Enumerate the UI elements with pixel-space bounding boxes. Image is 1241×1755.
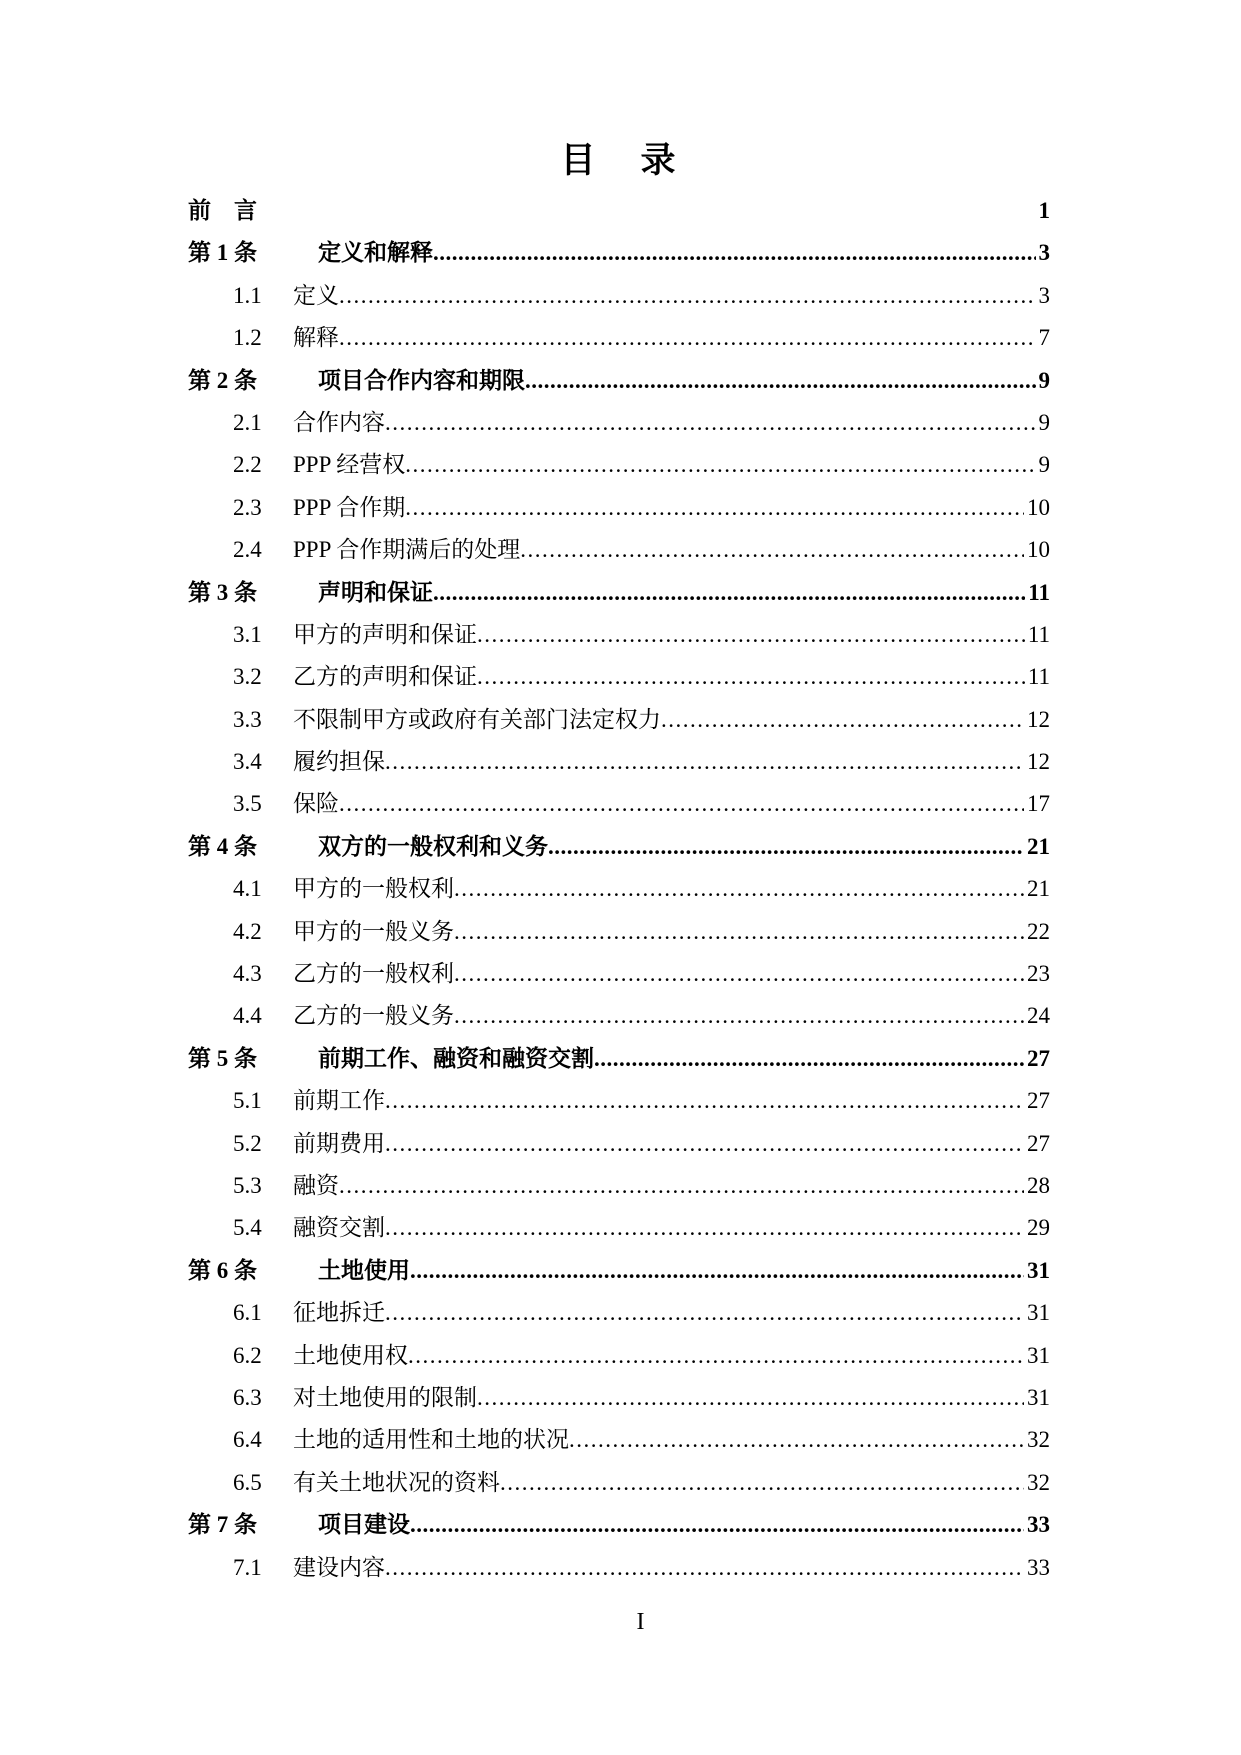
toc-entry-page: 31 xyxy=(1027,1300,1050,1326)
toc-entry-title: 前期工作、融资和融资交割 xyxy=(318,1045,594,1071)
toc-entry-title: 建设内容 xyxy=(293,1554,385,1580)
toc-entry-page: 31 xyxy=(1027,1342,1050,1368)
dot-leader xyxy=(385,1123,1024,1165)
toc-entry[interactable] xyxy=(0,1419,1241,1461)
toc-entry-page: 9 xyxy=(1038,367,1050,393)
toc-entry-page: 33 xyxy=(1027,1554,1050,1580)
toc-entry-title: 甲方的声明和保证 xyxy=(293,621,477,647)
toc-entry-number: 5.2 xyxy=(233,1130,262,1156)
dot-leader xyxy=(408,1335,1024,1377)
toc-entry[interactable] xyxy=(0,1165,1241,1207)
toc-entry-number: 5.4 xyxy=(233,1215,262,1241)
toc-entry-title: 声明和保证 xyxy=(318,579,433,605)
dot-leader xyxy=(477,1377,1024,1419)
toc-entry[interactable] xyxy=(0,1123,1241,1165)
toc-entry-page: 33 xyxy=(1027,1512,1050,1538)
toc-entry-number: 第 7 条 xyxy=(188,1512,257,1538)
dot-leader xyxy=(410,1504,1024,1546)
dot-leader xyxy=(433,232,1036,274)
dot-leader xyxy=(594,1038,1024,1080)
dot-leader xyxy=(385,1080,1024,1122)
toc-entry[interactable] xyxy=(0,1292,1241,1334)
toc-entry-page: 28 xyxy=(1027,1172,1050,1198)
toc-entry[interactable] xyxy=(0,1462,1241,1504)
toc-entry[interactable] xyxy=(0,656,1241,698)
dot-leader xyxy=(385,1207,1024,1249)
page-footer: I xyxy=(636,1609,645,1635)
toc-entry-number: 3.5 xyxy=(233,791,262,817)
toc-entry-number: 第 1 条 xyxy=(188,240,257,266)
toc-entry-title: 融资 xyxy=(293,1172,339,1198)
toc-entry[interactable] xyxy=(0,699,1241,741)
toc-entry-number: 3.3 xyxy=(233,706,262,732)
toc-entry[interactable] xyxy=(0,1504,1241,1546)
toc-entry-title: 对土地使用的限制 xyxy=(293,1384,477,1410)
toc-entry-page: 3 xyxy=(1038,282,1050,308)
dot-leader xyxy=(454,868,1024,910)
toc-entry-page: 24 xyxy=(1027,1003,1050,1029)
toc-entry-title: 不限制甲方或政府有关部门法定权力 xyxy=(293,706,661,732)
toc-entry-number: 3.1 xyxy=(233,621,262,647)
toc-entry-page: 9 xyxy=(1038,452,1050,478)
toc-entry-number: 第 4 条 xyxy=(188,833,257,859)
toc-entry-page: 11 xyxy=(1028,579,1050,605)
toc-entry-number: 4.1 xyxy=(233,876,262,902)
toc-entry[interactable] xyxy=(0,275,1241,317)
dot-leader xyxy=(454,911,1024,953)
dot-leader xyxy=(339,783,1024,825)
toc-entry-title: 征地拆迁 xyxy=(293,1300,385,1326)
toc-entry[interactable] xyxy=(0,1038,1241,1080)
dot-leader xyxy=(477,614,1025,656)
toc-entry-title: 定义 xyxy=(293,282,339,308)
toc-entry-title: 甲方的一般权利 xyxy=(293,876,454,902)
toc-entry[interactable] xyxy=(0,1207,1241,1249)
toc-entry[interactable] xyxy=(0,1335,1241,1377)
toc-entry[interactable] xyxy=(0,826,1241,868)
dot-leader xyxy=(520,529,1024,571)
toc-entry-title: 解释 xyxy=(293,325,339,351)
toc-entry-title: 乙方的一般权利 xyxy=(293,961,454,987)
toc-entry-number: 6.5 xyxy=(233,1469,262,1495)
dot-leader xyxy=(385,402,1036,444)
toc-entry[interactable] xyxy=(0,232,1241,274)
toc-entry-title: 保险 xyxy=(293,791,339,817)
toc-entry-page: 10 xyxy=(1027,537,1050,563)
toc-entry-page: 12 xyxy=(1027,706,1050,732)
toc-entry[interactable] xyxy=(0,190,1241,232)
toc-entry-title: 项目合作内容和期限 xyxy=(318,367,525,393)
toc-entry-page: 9 xyxy=(1038,409,1050,435)
toc-entry-number: 6.3 xyxy=(233,1384,262,1410)
toc-entry[interactable] xyxy=(0,360,1241,402)
toc-entry-page: 12 xyxy=(1027,749,1050,775)
toc-entry-number: 2.2 xyxy=(233,452,262,478)
toc-entry-title: 乙方的声明和保证 xyxy=(293,664,477,690)
toc-entry-page: 32 xyxy=(1027,1427,1050,1453)
toc-entry-title: PPP 合作期满后的处理 xyxy=(293,537,521,563)
toc-entry-number: 第 3 条 xyxy=(188,579,257,605)
toc-entry-title: 定义和解释 xyxy=(318,240,433,266)
toc-entry[interactable] xyxy=(0,317,1241,359)
dot-leader xyxy=(410,1250,1024,1292)
toc-entry-number: 1.2 xyxy=(233,325,262,351)
toc-entry-page: 7 xyxy=(1038,325,1050,351)
toc-entry-page: 10 xyxy=(1027,494,1050,520)
toc-entry-title: 履约担保 xyxy=(293,749,385,775)
toc-entry-page: 29 xyxy=(1027,1215,1050,1241)
toc-entry-number: 6.2 xyxy=(233,1342,262,1368)
dot-leader xyxy=(433,572,1025,614)
toc-entry-title: 有关土地状况的资料 xyxy=(293,1469,500,1495)
toc-entry[interactable] xyxy=(0,868,1241,910)
toc-entry-title: PPP 合作期 xyxy=(293,494,406,520)
dot-leader xyxy=(339,275,1036,317)
toc-entry-number: 5.3 xyxy=(233,1172,262,1198)
dot-leader xyxy=(385,741,1024,783)
toc-entry-page: 27 xyxy=(1027,1130,1050,1156)
toc-entry-number: 5.1 xyxy=(233,1088,262,1114)
toc-entry[interactable] xyxy=(0,1080,1241,1122)
dot-leader xyxy=(454,995,1024,1037)
toc-entry-page: 17 xyxy=(1027,791,1050,817)
toc-entry[interactable] xyxy=(0,487,1241,529)
toc-entry-page: 22 xyxy=(1027,918,1050,944)
toc-entry-number: 第 5 条 xyxy=(188,1045,257,1071)
toc-entry[interactable] xyxy=(0,444,1241,486)
toc-entry-number: 2.4 xyxy=(233,537,262,563)
toc-entry-title: 土地使用 xyxy=(318,1257,410,1283)
toc-entry-page: 11 xyxy=(1027,664,1050,690)
toc-entry-page: 27 xyxy=(1027,1045,1050,1071)
dot-leader xyxy=(500,1462,1024,1504)
toc-entry[interactable] xyxy=(0,911,1241,953)
dot-leader xyxy=(339,317,1036,359)
toc-entry-number: 7.1 xyxy=(233,1554,262,1580)
toc-entry-number: 2.3 xyxy=(233,494,262,520)
page-title: 目 录 xyxy=(560,141,681,180)
toc-entry[interactable] xyxy=(0,1377,1241,1419)
toc-entry-number: 2.1 xyxy=(233,409,262,435)
toc-entry-number: 3.4 xyxy=(233,749,262,775)
toc-entry-number: 3.2 xyxy=(233,664,262,690)
toc-entry-number: 4.2 xyxy=(233,918,262,944)
toc-entry-number: 4.3 xyxy=(233,961,262,987)
toc-entry-number: 前 言 xyxy=(188,198,257,223)
toc-entry-page: 27 xyxy=(1027,1088,1050,1114)
toc-entry-number: 6.1 xyxy=(233,1300,262,1326)
toc-entry-title: 乙方的一般义务 xyxy=(293,1003,454,1029)
toc-entry[interactable] xyxy=(0,402,1241,444)
toc-entry-title: 前期工作 xyxy=(293,1088,385,1114)
toc-entry[interactable] xyxy=(0,1250,1241,1292)
toc-entry-page: 21 xyxy=(1027,876,1050,902)
toc-entry-title: 项目建设 xyxy=(318,1512,410,1538)
toc-entry[interactable] xyxy=(0,783,1241,825)
toc-entry-page: 31 xyxy=(1027,1384,1050,1410)
toc-entry-title: 土地使用权 xyxy=(293,1342,408,1368)
toc-entry-page: 31 xyxy=(1027,1257,1050,1283)
dot-leader xyxy=(385,1547,1024,1589)
toc-entry-page: 3 xyxy=(1038,240,1050,266)
toc-entry-page: 23 xyxy=(1027,961,1050,987)
dot-leader xyxy=(385,1292,1024,1334)
dot-leader xyxy=(405,487,1024,529)
toc-entry-title: 合作内容 xyxy=(293,409,385,435)
toc-list xyxy=(0,190,1241,1589)
dot-leader xyxy=(405,444,1035,486)
toc-entry-title: 前期费用 xyxy=(293,1130,385,1156)
toc-entry-page: 1 xyxy=(1038,198,1050,223)
toc-entry-page: 21 xyxy=(1027,833,1050,859)
toc-entry[interactable] xyxy=(0,529,1241,571)
toc-entry-title: 融资交割 xyxy=(293,1215,385,1241)
toc-entry-number: 第 6 条 xyxy=(188,1257,257,1283)
dot-leader xyxy=(548,826,1024,868)
toc-entry[interactable] xyxy=(0,741,1241,783)
toc-entry-title: 土地的适用性和土地的状况 xyxy=(293,1427,569,1453)
toc-entry-title: PPP 经营权 xyxy=(293,452,406,478)
toc-entry-page: 32 xyxy=(1027,1469,1050,1495)
toc-entry-number: 4.4 xyxy=(233,1003,262,1029)
toc-entry[interactable] xyxy=(0,614,1241,656)
toc-entry-title: 甲方的一般义务 xyxy=(293,918,454,944)
toc-entry[interactable] xyxy=(0,995,1241,1037)
dot-leader xyxy=(569,1419,1024,1461)
toc-entry-number: 1.1 xyxy=(233,282,262,308)
toc-entry[interactable] xyxy=(0,1547,1241,1589)
toc-entry[interactable] xyxy=(0,953,1241,995)
toc-entry-page: 11 xyxy=(1027,621,1050,647)
toc-entry-number: 6.4 xyxy=(233,1427,262,1453)
dot-leader xyxy=(661,699,1024,741)
dot-leader xyxy=(339,1165,1024,1207)
dot-leader xyxy=(525,360,1036,402)
toc-entry-title: 双方的一般权利和义务 xyxy=(318,833,548,859)
dot-leader xyxy=(477,656,1025,698)
toc-entry[interactable] xyxy=(0,572,1241,614)
toc-entry-number: 第 2 条 xyxy=(188,367,257,393)
dot-leader xyxy=(454,953,1024,995)
